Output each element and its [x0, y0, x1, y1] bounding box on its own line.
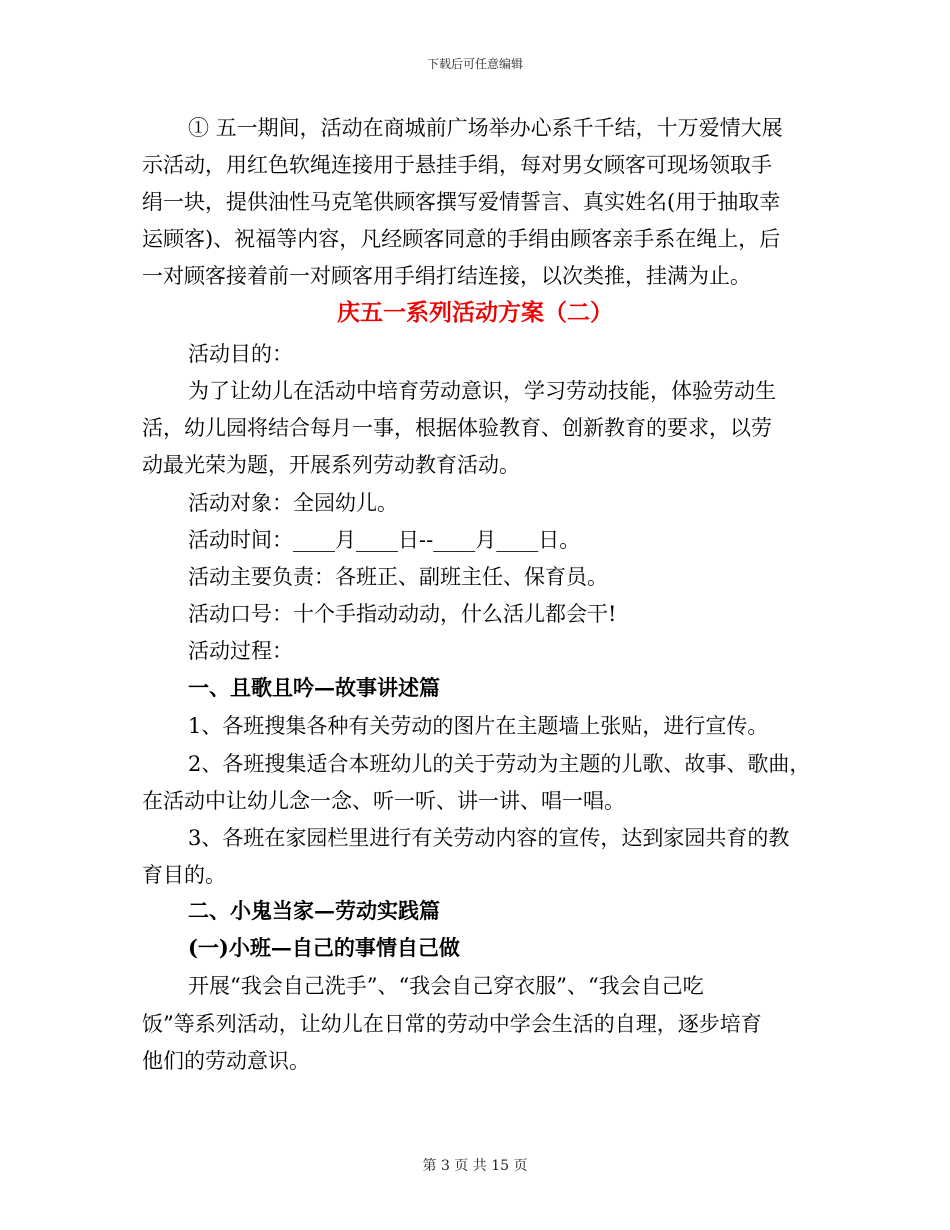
text-line: 示活动，用红色软绳连接用于悬挂手绢，每对男女顾客可现场领取手 [142, 153, 772, 177]
text-line: 为了让幼儿在活动中培育劳动意识，学习劳动技能，体验劳动生 [188, 379, 776, 403]
activity-slogan: 活动口号：十个手指动动动，什么活儿都会干! [188, 602, 617, 626]
list-item: 3、各班在家园栏里进行有关劳动内容的宣传，达到家园共育的教 [188, 826, 790, 850]
activity-time: 活动时间：____月____日--____月____日。 [188, 528, 581, 552]
activity-target: 活动对象：全园幼儿。 [188, 491, 398, 515]
part1-heading: 一、且歌且吟—故事讲述篇 [188, 675, 440, 700]
list-item: 在活动中让幼儿念一念、听一听、讲一讲、唱一唱。 [142, 789, 625, 813]
list-item: 2、各班搜集适合本班幼儿的关于劳动为主题的儿歌、故事、歌曲， [188, 752, 811, 776]
text-line: 一对顾客接着前一对顾客用手绢打结连接，以次类推，挂满为止。 [142, 264, 751, 288]
page-header: 下载后可任意编辑 [426, 57, 523, 71]
part2-subheading: (一)小班—自己的事情自己做 [188, 935, 460, 960]
purpose-label: 活动目的： [188, 342, 293, 366]
section-title: 庆五一系列活动方案（二） [337, 299, 613, 326]
activity-responsible: 活动主要负责：各班正、副班主任、保育员。 [188, 565, 608, 589]
text-line: 绢一块，提供油性马克笔供顾客撰写爱情誓言、真实姓名(用于抽取幸 [142, 190, 781, 214]
text-line: 动最光荣为题，开展系列劳动教育活动。 [142, 453, 520, 477]
list-item: 1、各班搜集各种有关劳动的图片在主题墙上张贴，进行宣传。 [188, 714, 769, 738]
text-line: 活，幼儿园将结合每月一事，根据体验教育、创新教育的要求，以劳 [142, 416, 772, 440]
text-line: ① 五一期间，活动在商城前广场举办心系千千结，十万爱情大展 [188, 116, 783, 140]
text-line: 开展“我会自己洗手”、“我会自己穿衣服”、“我会自己吃 [188, 974, 704, 998]
part2-heading: 二、小鬼当家—劳动实践篇 [188, 898, 440, 923]
process-label: 活动过程： [188, 639, 293, 663]
text-line: 饭”等系列活动，让幼儿在日常的劳动中学会生活的自理，逐步培育 [142, 1012, 762, 1036]
page-footer: 第 3 页 共 15 页 [422, 1158, 528, 1174]
text-line: 他们的劳动意识。 [142, 1049, 310, 1073]
text-line: 运顾客)、祝福等内容，凡经顾客同意的手绢由顾客亲手系在绳上，后 [142, 227, 781, 251]
list-item: 育目的。 [142, 863, 226, 887]
